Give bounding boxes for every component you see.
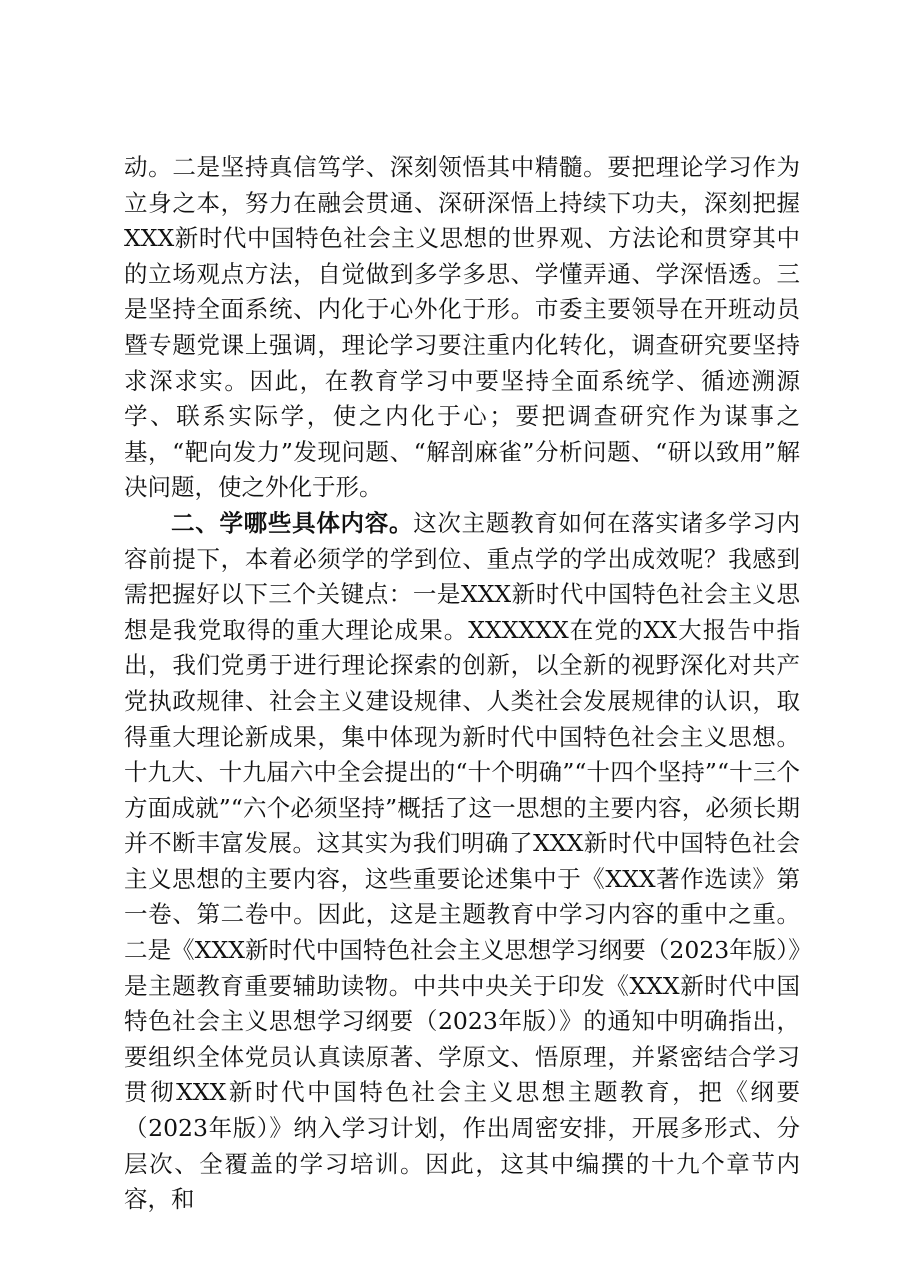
paragraph-continuation: 动。二是坚持真信笃学、深刻领悟其中精髓。要把理论学习作为立身之本，努力在融会贯通、深研深悟上持续下功夫，深刻把握XXX新时代中国特色社会主义思想的世界观、方法论和贯穿其中的立场观点方法，自觉做到多学多思、学懂弄通、学深悟透。三是坚持全面系统、内化于心外化于形。市委主要领导在开班动员暨专题党课上强调，理论学习要注重内化转化，调查研究要坚持求深求实。因此，在教育学习中要坚持全面系统学、循迹溯源学、联系实际学，使之内化于心；要把调查研究作为谋事之基，“靶向发力”发现问题、“解剖麻雀”分析问题、“研以致用”解决问题，使之外化于形。 — [124, 153, 800, 502]
section-body: 这次主题教育如何在落实诸多学习内容前提下，本着必须学的学到位、重点学的学出成效呢？我感到需把握好以下三个关键点：一是XXX新时代中国特色社会主义思想是我党取得的重大理论成果。XXXXXX在党的XX大报告中指出，我们党勇于进行理论探索的创新，以全新的视野深化对共产党执政规律、社会主义建设规律、人类社会发展规律的认识，取得重大理论新成果，集中体现为新时代中国特色社会主义思想。十九大、十九届六中全会提出的“十个明确”“十四个坚持”“十三个方面成就”“六个必须坚持”概括了这一思想的主要内容，必须长期并不断丰富发展。这其实为我们明确了XXX新时代中国特色社会主义思想的主要内容，这些重要论述集中于《XXX著作选读》第一卷、第二卷中。因此，这是主题教育中学习内容的重中之重。二是《XXX新时代中国特色社会主义思想学习纲要（2023年版）》是主题教育重要辅助读物。中共中央关于印发《XXX新时代中国特色社会主义思想学习纲要（2023年版）》的通知中明确指出，要组织全体党员认真读原著、学原文、悟原理，并紧密结合学习贯彻XXX新时代中国特色社会主义思想主题教育，把《纲要（2023年版）》纳入学习计划，作出周密安排，开展多形式、分层次、全覆盖的学习培训。因此，这其中编撰的十九个章节内容，和 — [124, 508, 801, 1214]
section-heading: 二、学哪些具体内容。 — [171, 508, 414, 537]
document-body — [124, 150, 800, 1218]
paragraph-section-two — [124, 506, 800, 1218]
